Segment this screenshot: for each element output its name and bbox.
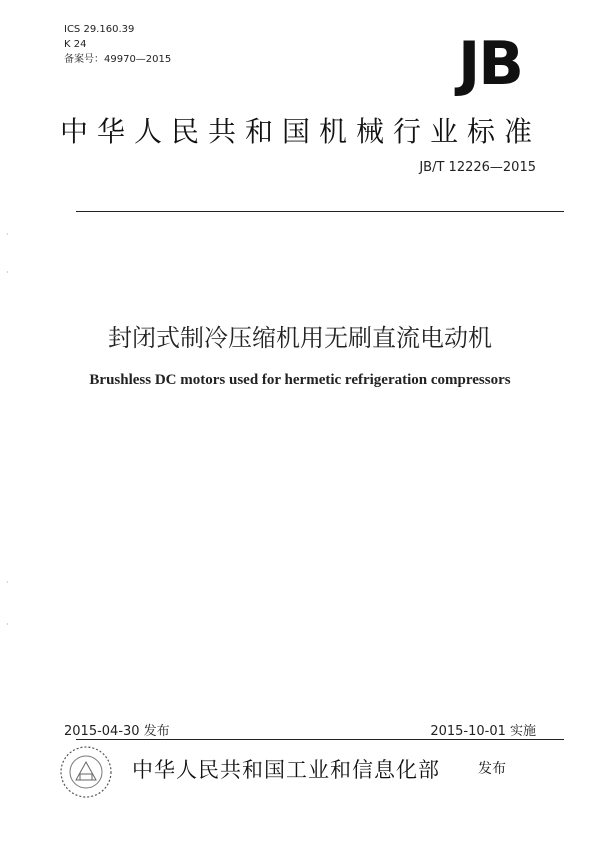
scan-mark: · [6,578,9,587]
document-title-cn: 封闭式制冷压缩机用无刷直流电动机 [108,324,492,352]
issuer-suffix: 发布 [478,761,506,777]
header-divider [76,211,564,212]
ics-code: ICS 29.160.39 [64,24,135,35]
implement-date: 2015-10-01 实施 [430,724,536,739]
scan-mark: · [6,620,9,629]
scan-mark: · [6,268,9,277]
filing-number: 备案号：49970—2015 [64,54,172,65]
issuer-name: 中华人民共和国工业和信息化部 [132,758,440,782]
standard-number: JB/T 12226—2015 [419,160,536,175]
scan-mark: · [6,230,9,239]
series-title: 中华人民共和国机械行业标准 [60,115,542,148]
footer-divider [76,739,564,740]
publish-date: 2015-04-30 发布 [64,724,170,739]
document-metadata [64,22,171,67]
document-title-en: Brushless DC motors used for hermetic refrigeration compressors [89,372,511,388]
ministry-seal [58,744,114,800]
ccs-code: K 24 [64,39,87,50]
jb-logo: JB [457,29,522,99]
